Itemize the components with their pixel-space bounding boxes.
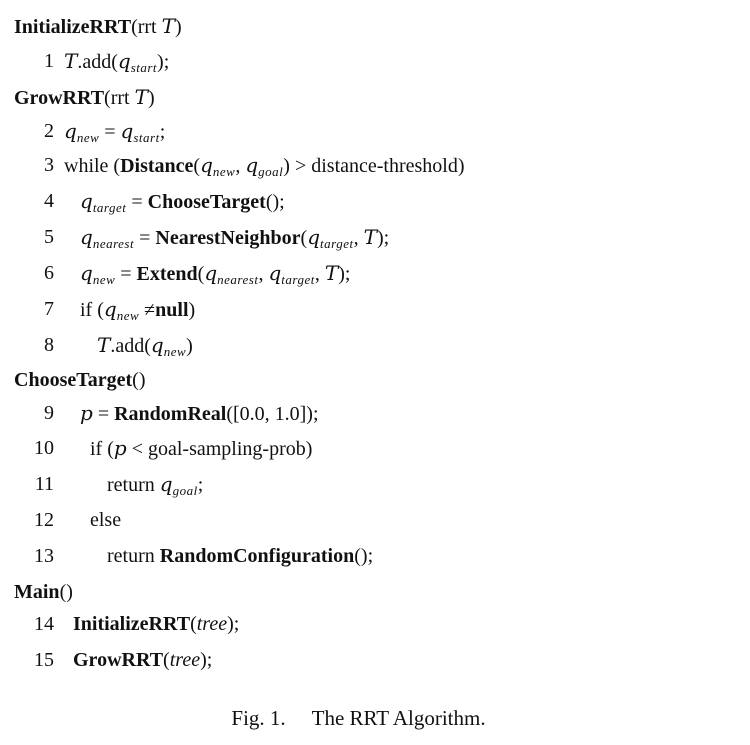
- distance-call: Distance: [120, 155, 194, 177]
- code-line-13: [107, 544, 373, 568]
- tree-var: T: [134, 85, 148, 109]
- null-keyword: null: [155, 299, 189, 321]
- p-var: p: [113, 436, 127, 460]
- nearest-neighbor-call: NearestNeighbor: [155, 227, 301, 249]
- line-number: 11: [34, 473, 54, 495]
- code-line-14: InitializeRRT(tree);: [73, 613, 240, 635]
- code-line-12: [90, 508, 121, 532]
- q-var: q: [150, 333, 164, 357]
- code-line-6: $q_{new}$ = $Extend(q_{nearest}$, $q_{target}$, T);: [80, 261, 351, 287]
- equals: =: [134, 227, 156, 249]
- subscript-nearest: nearest: [217, 272, 259, 287]
- caption-text: The RRT Algorithm.: [311, 706, 486, 730]
- line-number: 15: [34, 649, 54, 671]
- procedure-params: (rrt: [104, 87, 135, 109]
- q-var: q: [159, 472, 173, 496]
- equals: =: [92, 403, 115, 425]
- line-number: 1: [44, 50, 54, 72]
- random-configuration-call: RandomConfiguration: [159, 545, 355, 567]
- subscript-new: new: [76, 130, 100, 145]
- paren-close: ): [174, 16, 182, 38]
- procedure-params: (): [132, 369, 146, 391]
- code-line-2: [64, 119, 165, 144]
- tree-var: T: [324, 261, 339, 285]
- code-line-4: [80, 189, 285, 214]
- line-number: 5: [44, 226, 54, 248]
- add-call: .add(: [77, 51, 118, 73]
- line-number: 2: [44, 120, 54, 142]
- figure-caption: [0, 705, 717, 731]
- else-keyword: else: [90, 509, 122, 531]
- subscript-new: new: [212, 164, 236, 179]
- subscript-goal: goal: [258, 164, 284, 179]
- subscript-target: target: [92, 200, 127, 215]
- tree-var: T: [363, 225, 377, 249]
- line-number: 13: [34, 545, 54, 567]
- procedure-header-grow-rrt: [14, 85, 155, 110]
- not-equal: ≠: [139, 299, 156, 321]
- return-keyword: return: [107, 474, 160, 496]
- q-var: q: [64, 119, 77, 143]
- choose-target-call: ChooseTarget: [147, 191, 266, 213]
- code-line-11: [107, 472, 203, 497]
- q-var: q: [268, 261, 282, 285]
- q-var: q: [204, 261, 218, 285]
- procedure-params: (): [59, 581, 73, 603]
- p-var: p: [80, 401, 93, 425]
- code-line-3: while ($Distance(q_{new}$, $q_{goal}$) > distance-threshold): [64, 153, 465, 179]
- line-number: 14: [34, 613, 54, 635]
- code-line-10: [90, 436, 312, 461]
- procedure-name: InitializeRRT: [14, 16, 132, 38]
- q-var: q: [80, 261, 93, 285]
- procedure-name: Main: [14, 581, 60, 603]
- code-line-15: GrowRRT(tree);: [73, 649, 213, 671]
- while-keyword: while (: [64, 155, 121, 177]
- procedure-name: GrowRRT: [14, 87, 105, 109]
- q-var: q: [245, 153, 259, 177]
- subscript-target: target: [320, 236, 354, 251]
- procedure-params: (rrt: [131, 16, 162, 38]
- procedure-header-choose-target: [14, 368, 145, 392]
- call-end: ();: [265, 191, 285, 213]
- grow-rrt-call: GrowRRT: [73, 649, 164, 671]
- procedure-header-main: [14, 580, 73, 604]
- q-var: q: [200, 153, 213, 177]
- q-var: q: [103, 297, 117, 321]
- subscript-nearest: nearest: [92, 236, 135, 251]
- line-number: 4: [44, 190, 54, 212]
- tree-var: T: [161, 14, 175, 38]
- semicolon: ;: [163, 51, 170, 73]
- procedure-header-initialize-rrt: [14, 14, 182, 39]
- subscript-start: start: [133, 130, 160, 145]
- semicolon: ;: [159, 121, 166, 143]
- equals: =: [99, 121, 121, 143]
- subscript-new: new: [92, 272, 116, 287]
- add-call: .add(: [110, 335, 151, 357]
- equals: =: [126, 191, 148, 213]
- subscript-goal: goal: [172, 483, 198, 498]
- extend-call: Extend: [136, 263, 198, 285]
- q-var: q: [117, 49, 131, 73]
- if-keyword: if (: [80, 299, 104, 321]
- threshold-condition: ) > distance-threshold): [283, 155, 465, 177]
- line-number: 10: [34, 437, 54, 459]
- tree-arg: tree: [196, 613, 228, 635]
- random-real-call: RandomReal: [114, 403, 227, 425]
- q-var: q: [80, 189, 93, 213]
- q-var: q: [307, 225, 321, 249]
- initialize-rrt-call: InitializeRRT: [73, 613, 191, 635]
- equals: =: [115, 263, 137, 285]
- random-real-args: ([0.0, 1.0]);: [226, 403, 319, 425]
- q-var: q: [120, 119, 134, 143]
- subscript-start: start: [130, 60, 158, 75]
- line-number: 6: [44, 262, 54, 284]
- goal-prob-condition: < goal-sampling-prob): [126, 438, 313, 460]
- return-keyword: return: [107, 545, 160, 567]
- caption-label: Fig. 1.: [231, 706, 286, 730]
- procedure-name: ChooseTarget: [14, 369, 133, 391]
- code-line-9: [80, 401, 319, 426]
- line-number: 3: [44, 154, 54, 176]
- code-line-5: $q_{nearest}$ = $NearestNeighbor(q_{target}$, T);: [80, 225, 390, 251]
- code-line-8: $T.add(q_{new})$: [97, 333, 193, 359]
- code-line-7: if ($q_{new}$ ≠null): [80, 297, 196, 323]
- line-number: 8: [44, 334, 54, 356]
- if-keyword: if (: [90, 438, 114, 460]
- subscript-target: target: [281, 272, 315, 287]
- line-number: 9: [44, 402, 54, 424]
- paren-close: ): [147, 87, 155, 109]
- q-var: q: [80, 225, 93, 249]
- tree-var: T: [64, 49, 78, 73]
- call-end: ();: [354, 545, 374, 567]
- subscript-new: new: [163, 344, 187, 359]
- semicolon: ;: [197, 474, 204, 496]
- tree-var: T: [97, 333, 111, 357]
- line-number: 12: [34, 509, 54, 531]
- subscript-new: new: [116, 308, 140, 323]
- code-line-1: $T.add(q_{start})$;: [64, 49, 170, 75]
- line-number: 7: [44, 298, 54, 320]
- tree-arg: tree: [169, 649, 201, 671]
